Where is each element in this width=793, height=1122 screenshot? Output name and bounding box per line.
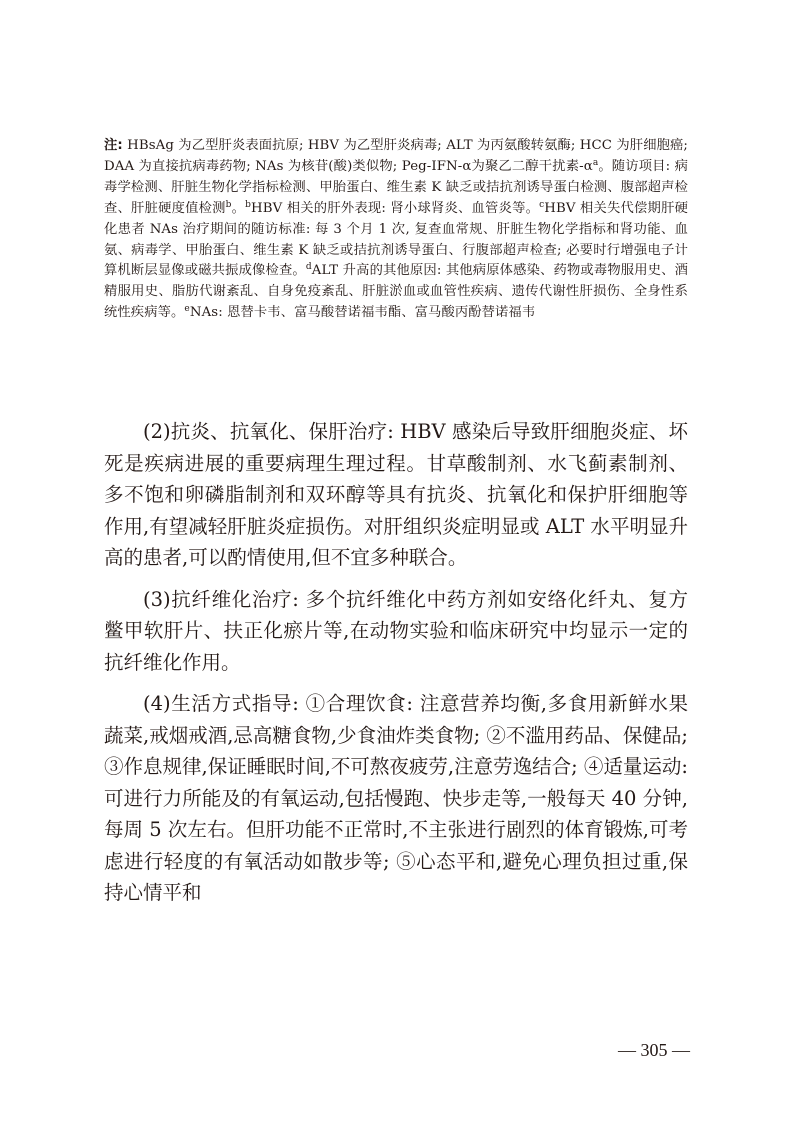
- footnote-extrahepatic: HBV 相关的肝外表现: 肾小球肾炎、血管炎等。: [251, 200, 540, 216]
- footnote-marker-b-2: b: [245, 199, 252, 210]
- body-text: [104, 416, 688, 919]
- paragraph-lifestyle: (4)生活方式指导: ①合理饮食: 注意营养均衡,多食用新鲜水果蔬菜,戒烟戒酒,忌高糖食物,少食油炸类食物; ②不滥用药品、保健品; ③作息规律,保证睡眠时间,不可熬夜疲劳,注意劳逸结合; ④适量运动: 可进行力所能及的有氧运动,包括慢跑、快步走等,一般每天 40 分钟,每周 5 次左右。但肝功能不正常时,不主张进行剧烈的体育锻炼,可考虑进行轻度的有氧活动如散步等; ⑤心态平和,避免心理负担过重,保持心情平和: [104, 692, 688, 904]
- footnote-abbreviations: HBsAg 为乙型肝炎表面抗原; HBV 为乙型肝炎病毒; ALT 为丙氨酸转氨酶; HCC 为肝细胞癌; DAA 为直接抗病毒药物; NAs 为核苷(酸)类似物; Peg-IFN-α为聚乙二醇干扰素-α: [104, 138, 688, 174]
- footnote-alt-causes: ALT 升高的其他原因: 其他病原体感染、药物或毒物服用史、酒精服用史、脂肪代谢紊乱、自身免疫紊乱、肝脏淤血或血管性疾病、遗传代谢性肝损伤、全身性系统性疾病等。: [104, 263, 689, 321]
- paragraph-anti-fibrosis: (3)抗纤维化治疗: 多个抗纤维化中药方剂如安络化纤丸、复方鳖甲软肝片、扶正化瘀片等,在动物实验和临床研究中均显示一定的抗纤维化作用。: [104, 587, 688, 674]
- page-number: — 305 —: [618, 1040, 690, 1060]
- table-footnote: [104, 136, 688, 324]
- footnote-marker-d: d: [305, 262, 312, 273]
- footnote-decompensated-follow-up: HBV 相关失代偿期肝硬化患者 NAs 治疗期间的随访标准: 每 3 个月 1 次, 复查血常规、肝脏生物化学指标和肾功能、血氨、病毒学、甲胎蛋白、维生素 K 缺乏或拮抗剂诱导蛋白、行腹部超声检查; 必要时行增强电子计算机断层显像或磁共振成像检查。: [104, 200, 688, 279]
- footnote-marker-a: a: [592, 157, 599, 168]
- footnote-marker-b: b: [225, 199, 232, 210]
- footnote-nas-list: NAs: 恩替卡韦、富马酸替诺福韦酯、富马酸丙酚替诺福韦: [189, 305, 536, 321]
- footnote-follow-up-items: 。随访项目: 病毒学检测、肝脏生物化学指标检测、甲胎蛋白、维生素 K 缺乏或拮抗剂诱导蛋白检测、腹部超声检查、肝脏硬度值检测: [104, 158, 688, 216]
- footnote-separator: 。: [231, 200, 246, 216]
- paragraph-anti-inflammatory: (2)抗炎、抗氧化、保肝治疗: HBV 感染后导致肝细胞炎症、坏死是疾病进展的重要病理生理过程。甘草酸制剂、水飞蓟素制剂、多不饱和卵磷脂制剂和双环醇等具有抗炎、抗氧化和保护肝细胞等作用,有望减轻肝脏炎症损伤。对肝组织炎症明显或 ALT 水平明显升高的患者,可以酌情使用,但不宜多种联合。: [104, 420, 688, 569]
- footnote-marker-e: e: [184, 304, 190, 315]
- footnote-marker-c: c: [539, 199, 545, 210]
- footnote-label: 注:: [104, 138, 123, 153]
